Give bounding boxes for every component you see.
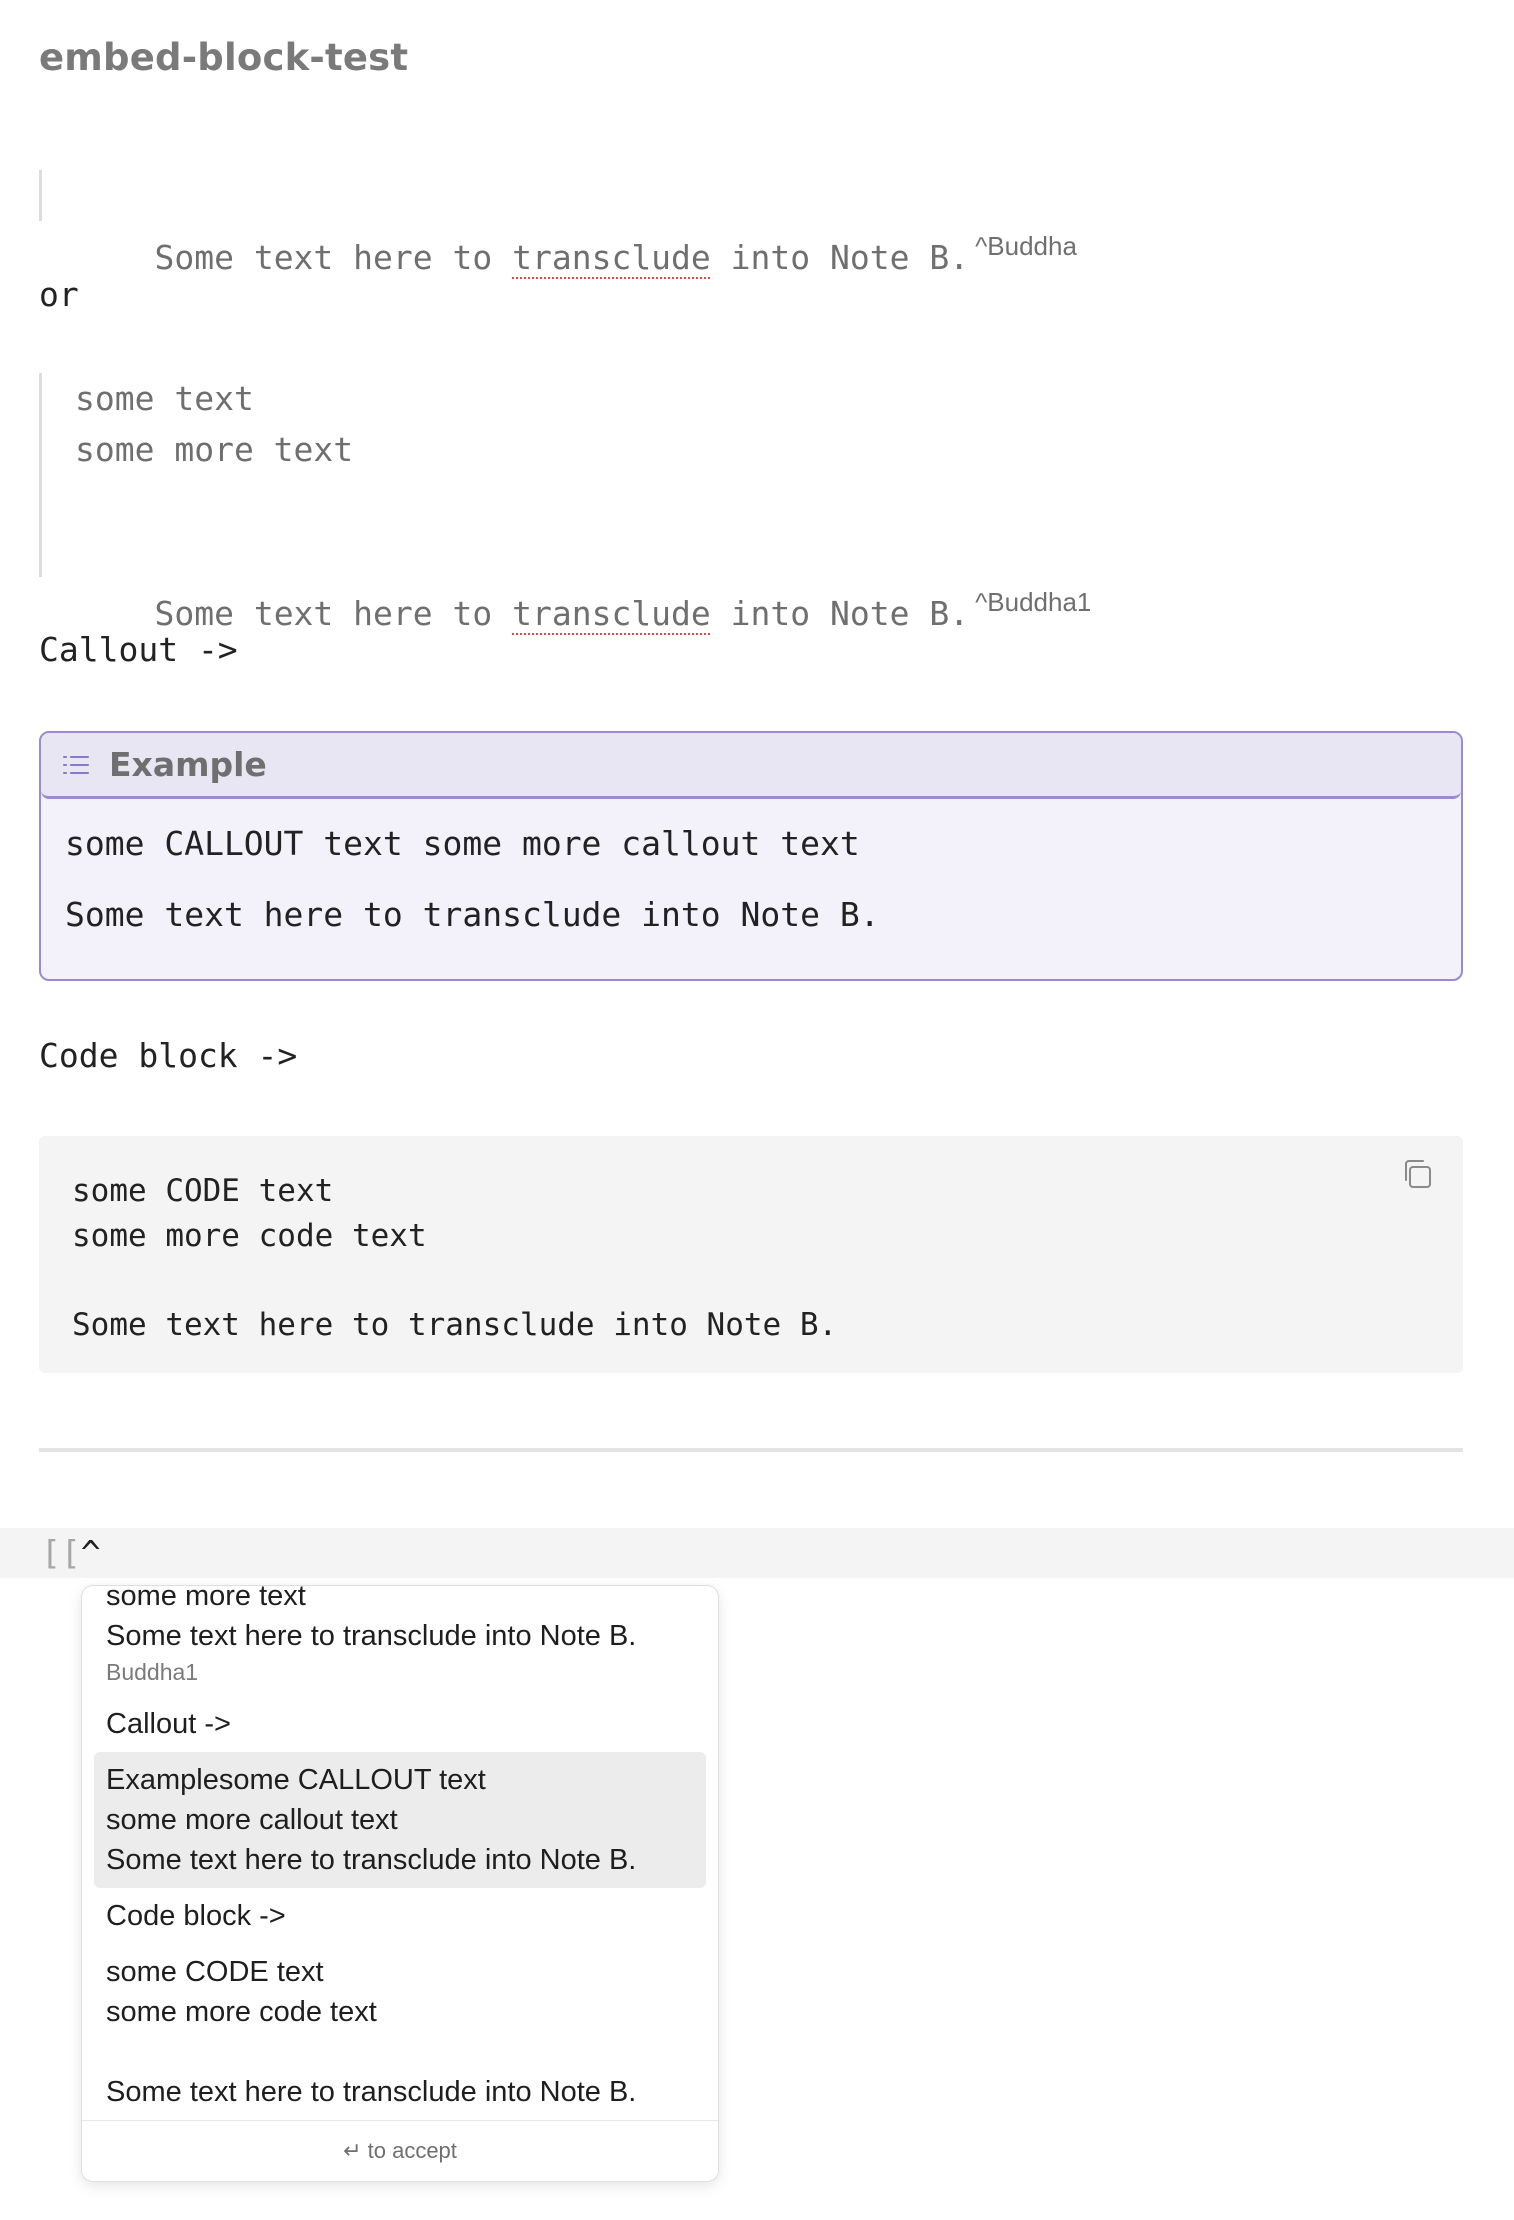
suggestion-item[interactable] xyxy=(94,1888,706,1944)
blockquote-1[interactable] xyxy=(39,170,1077,277)
suggestion-line: Some text here to transclude into Note B. xyxy=(106,1844,637,1876)
suggestion-footer-hint: ↵ to accept xyxy=(82,2120,718,2181)
misspelled-word[interactable]: transclude xyxy=(512,238,711,277)
suggestion-blank-line xyxy=(106,2032,694,2072)
block-ref-caret: ^ xyxy=(80,1533,101,1572)
suggestion-block-id: Buddha1 xyxy=(106,1659,199,1685)
suggestion-line: some more callout text xyxy=(106,1804,398,1836)
code-block[interactable] xyxy=(39,1136,1463,1373)
misspelled-word[interactable]: transclude xyxy=(512,594,711,633)
suggestion-line: Code block -> xyxy=(106,1900,286,1932)
list-icon xyxy=(61,750,91,780)
callout-title: Example xyxy=(109,745,267,784)
suggestion-line: some CODE text xyxy=(106,1956,324,1988)
blockquote-2[interactable] xyxy=(39,373,1092,633)
link-brackets: [[ xyxy=(41,1533,81,1572)
suggestion-line: Some text here to transclude into Note B. xyxy=(106,1620,637,1652)
code-line: some more code text xyxy=(72,1218,427,1254)
horizontal-rule xyxy=(39,1448,1463,1452)
callout-header[interactable] xyxy=(41,733,1461,799)
suggestion-line: some more code text xyxy=(106,1996,377,2028)
callout-line: some CALLOUT text some more callout text xyxy=(65,824,860,863)
paragraph-or[interactable]: or xyxy=(39,275,79,314)
copy-icon xyxy=(1399,1164,1435,1200)
suggestion-line: Callout -> xyxy=(106,1708,231,1740)
quote-text-end: into Note B. xyxy=(710,238,970,277)
quote-text: Some text here to xyxy=(154,238,513,277)
paragraph-code-block[interactable]: Code block -> xyxy=(39,1036,298,1075)
suggestion-line: some more text xyxy=(106,1586,306,1612)
callout-block[interactable] xyxy=(39,731,1463,981)
code-line: Some text here to transclude into Note B. xyxy=(72,1307,838,1343)
paragraph-callout[interactable]: Callout -> xyxy=(39,630,238,669)
copy-code-button[interactable] xyxy=(1399,1156,1435,1192)
suggestion-list[interactable] xyxy=(82,1586,718,2123)
suggestion-line: Some text here to transclude into Note B. xyxy=(106,2076,637,2108)
note-title[interactable]: embed-block-test xyxy=(39,36,409,79)
quote-text-end: into Note B. xyxy=(710,594,970,633)
quote-text: Some text here to xyxy=(154,594,513,633)
callout-line: Some text here to transclude into Note B. xyxy=(65,895,880,934)
suggestion-item[interactable] xyxy=(94,1696,706,1752)
block-id: ^Buddha1 xyxy=(975,587,1092,617)
suggestion-line: Examplesome CALLOUT text xyxy=(106,1764,486,1796)
quote-line: some more text xyxy=(75,430,354,469)
code-line: some CODE text xyxy=(72,1173,334,1209)
quote-line: some text xyxy=(75,379,254,418)
block-id: ^Buddha xyxy=(975,231,1077,261)
suggestion-popup[interactable] xyxy=(81,1585,719,2182)
suggestion-item[interactable] xyxy=(94,1752,706,1888)
active-editor-line[interactable] xyxy=(0,1528,1514,1578)
suggestion-item[interactable] xyxy=(94,1586,706,1696)
suggestion-item[interactable] xyxy=(94,1944,706,2120)
